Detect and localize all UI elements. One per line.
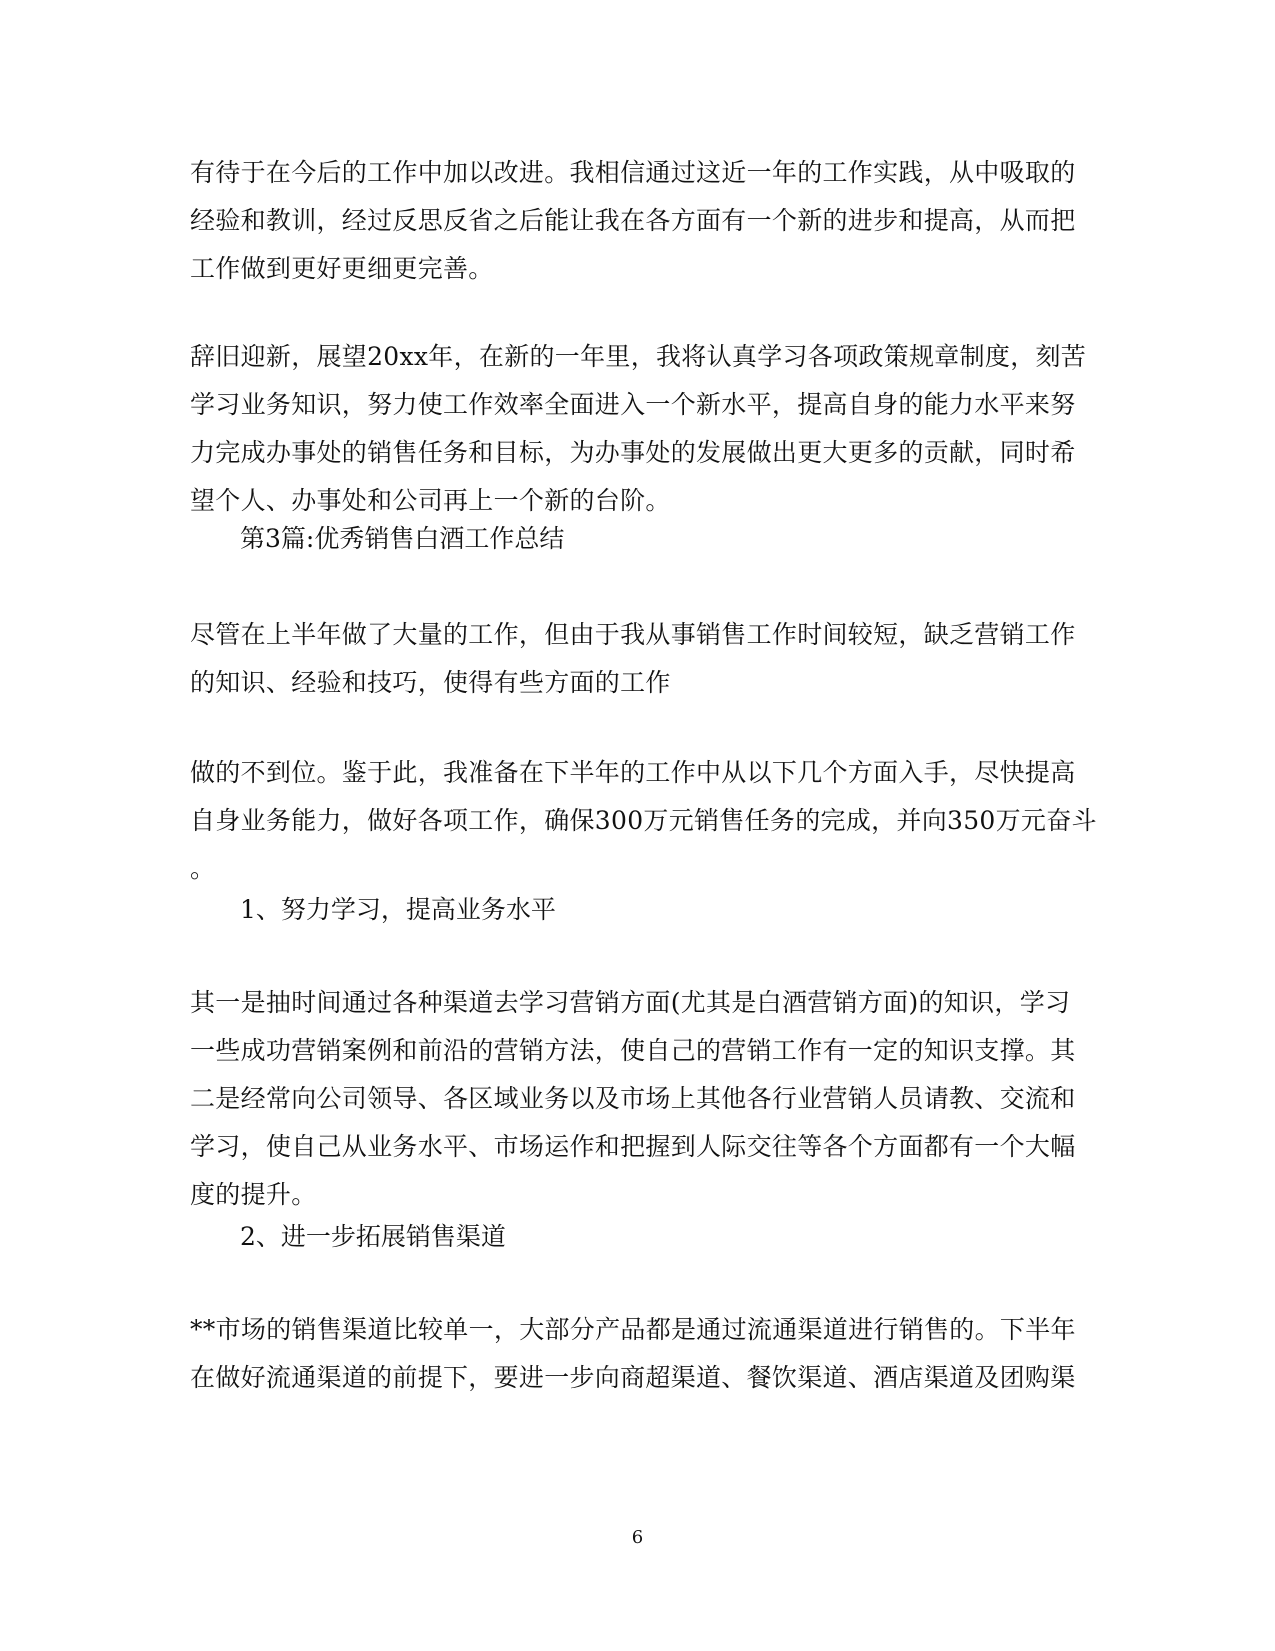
text-line: 望个人、办事处和公司再上一个新的台阶。 [190, 486, 671, 515]
text-line: 工作做到更好更细更完善。 [190, 254, 494, 283]
paragraph-2 [190, 333, 1087, 525]
paragraph-1 [190, 149, 1076, 293]
text-line: 经验和教训，经过反思反省之后能让我在各方面有一个新的进步和提高，从而把 [190, 206, 1076, 235]
subheading-2: 2、进一步拓展销售渠道 [240, 1222, 506, 1251]
text-line: 的知识、经验和技巧，使得有些方面的工作 [190, 668, 671, 697]
text-line: 力完成办事处的销售任务和目标，为办事处的发展做出更大更多的贡献，同时希 [190, 438, 1076, 467]
text-line: 自身业务能力，做好各项工作，确保300万元销售任务的完成，并向350万元奋斗 [190, 806, 1097, 835]
paragraph-4 [190, 749, 1097, 893]
section-title: 第3篇:优秀销售白酒工作总结 [240, 524, 565, 553]
text-line: 度的提升。 [190, 1180, 317, 1209]
text-line: 其一是抽时间通过各种渠道去学习营销方面(尤其是白酒营销方面)的知识，学习 [190, 988, 1071, 1017]
text-line: 二是经常向公司领导、各区域业务以及市场上其他各行业营销人员请教、交流和 [190, 1084, 1076, 1113]
text-line: 辞旧迎新，展望20xx年，在新的一年里，我将认真学习各项政策规章制度，刻苦 [190, 342, 1087, 371]
text-line: 做的不到位。鉴于此，我准备在下半年的工作中从以下几个方面入手，尽快提高 [190, 758, 1076, 787]
paragraph-6 [190, 1306, 1076, 1402]
page-number: 6 [631, 1527, 644, 1548]
text-line: 一些成功营销案例和前沿的营销方法，使自己的营销工作有一定的知识支撑。其 [190, 1036, 1076, 1065]
text-line: **市场的销售渠道比较单一，大部分产品都是通过流通渠道进行销售的。下半年 [190, 1315, 1076, 1344]
text-line: 。 [190, 854, 216, 883]
paragraph-3 [190, 611, 1076, 707]
text-line: 尽管在上半年做了大量的工作，但由于我从事销售工作时间较短，缺乏营销工作 [190, 620, 1076, 649]
paragraph-5 [190, 979, 1076, 1219]
subheading-1: 1、努力学习，提高业务水平 [240, 895, 556, 924]
text-line: 学习业务知识，努力使工作效率全面进入一个新水平，提高自身的能力水平来努 [190, 390, 1076, 419]
text-line: 学习，使自己从业务水平、市场运作和把握到人际交往等各个方面都有一个大幅 [190, 1132, 1076, 1161]
text-line: 在做好流通渠道的前提下，要进一步向商超渠道、餐饮渠道、酒店渠道及团购渠 [190, 1363, 1076, 1392]
text-line: 有待于在今后的工作中加以改进。我相信通过这近一年的工作实践，从中吸取的 [190, 158, 1076, 187]
